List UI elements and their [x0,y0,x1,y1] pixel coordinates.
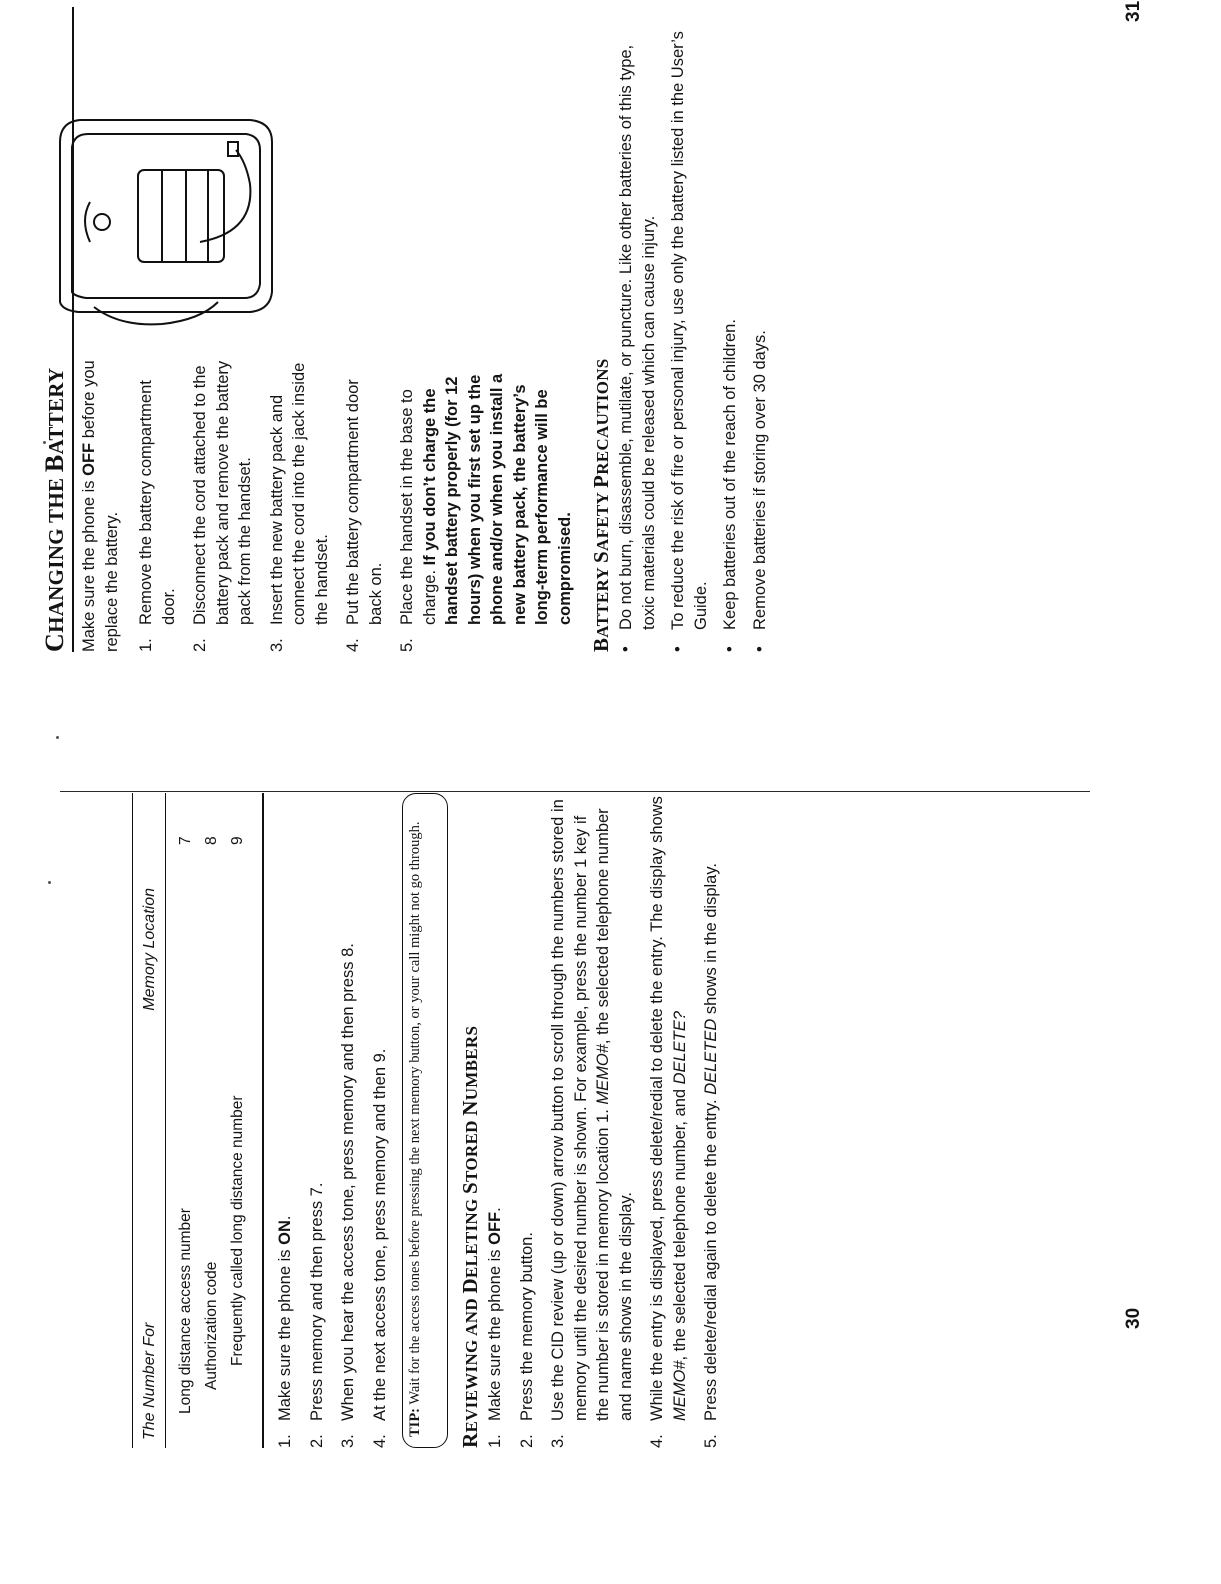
step-text: Press memory and then press 7. [307,1182,326,1421]
tip-box [402,793,448,1448]
step-number: 3. [267,638,286,652]
bullet-glyph: • [669,646,687,652]
precaution-text: Keep batteries out of the reach of children. [721,319,739,630]
step-text: At the next access tone, press memory and then 9. [370,1048,389,1421]
intro-pre: Make sure the phone is [80,475,98,652]
step-number: 2. [191,638,209,652]
step-number: 5. [702,1434,720,1448]
step-text: Disconnect the cord attached to the battery pack and remove the battery pack from the handset. [191,360,254,625]
battery-steps-list [135,352,585,652]
step-number: 4. [344,638,362,652]
step-number: 4. [370,1434,389,1448]
heading-part: B [589,637,613,652]
list-item [667,7,712,652]
heading-part: P [589,474,613,488]
table-body [166,793,262,1448]
list-item [274,793,297,1448]
page-number-31: 31 [1123,0,1144,22]
row-location: 9 [229,836,246,845]
precaution-text: Remove batteries if storing over 30 days. [750,330,769,630]
bullet-glyph: • [617,646,635,652]
heading-part: TORED [462,1115,481,1182]
list-item [266,352,334,652]
step-text: Press the memory button. [517,1232,536,1421]
heading-part: ATTERY [593,562,612,638]
table-row [226,793,252,1448]
step-text: Place the handset in the base to charge. If you don’t charge the handset battery properly (for 12 hours) when you first set up the phone and/or when you install a new battery pack, the battery’s long-term performance will be compromised. [398,373,574,625]
intro-text [78,352,123,652]
list-item [749,7,772,652]
intro-post: before you replace the battery. [80,360,121,652]
list-item [396,352,576,652]
precautions-list [615,7,778,652]
heading-part: C [40,632,69,652]
step-number: 4. [648,1434,666,1448]
heading-part: HANGING THE [44,472,68,633]
tip-label: TIP: [407,1408,423,1437]
table-row [174,793,200,1448]
intro-bold: OFF [80,442,98,476]
list-item [369,793,392,1448]
step-text: Make sure the phone is ON. [276,1215,294,1421]
list-item [306,793,329,1448]
list-item [484,793,507,1448]
heading-part: B [40,454,69,473]
list-item [135,352,180,652]
list-item [700,793,723,1448]
step-text: Remove the battery compartment door. [137,380,178,625]
step-text: Insert the new battery pack and connect the cord into the jack inside the handset. [267,362,331,625]
step-text: When you hear the access tone, press memory and then press 8. [339,943,357,1421]
handset-battery-compartment-illustration [50,107,280,332]
precaution-text: Do not burn, disassemble, mutilate, or puncture. Like other batteries of this type, toxic materials could be released which can cause injury. [617,44,658,630]
list-item [646,793,691,1448]
step-number: 2. [517,1434,536,1448]
header-number-for: The Number For [141,1322,158,1440]
row-name: Frequently called long distance number [229,1095,246,1366]
heading-part: ELETING [462,1193,481,1279]
row-location: 8 [203,836,220,845]
table-header [133,793,166,1448]
table-row [200,793,226,1448]
access-steps-list [274,793,400,1448]
step-number: 2. [307,1434,326,1448]
memory-location-table [132,793,264,1448]
section-heading-reviewing [458,1026,483,1448]
row-name: Long distance access number [177,1208,194,1414]
tip-text: Wait for the access tones before pressing the next memory button, or your call might not go through. [407,821,423,1408]
step-text: Put the battery compartment door back on. [344,379,385,625]
header-memory-location: Memory Location [141,888,158,1011]
page-30 [0,792,1221,1584]
heading-part: RECAUTIONS [593,358,612,475]
heading-part: N [458,1100,482,1116]
heading-part: ATTERY [44,367,68,455]
step-number: 3. [549,1434,567,1448]
list-item [547,793,637,1448]
page-number-30: 30 [1123,1307,1144,1329]
step-number: 3. [339,1434,357,1448]
list-item [615,7,660,652]
heading-part: EVIEWING AND [462,1293,481,1433]
row-name: Authorization code [203,1261,220,1390]
heading-part: S [589,550,613,563]
bullet-glyph: • [750,646,769,652]
heading-part: UMBERS [462,1025,481,1101]
step-number: 1. [276,1434,294,1448]
section-heading-precautions [589,358,614,652]
heading-part: D [458,1278,482,1294]
step-number: 1. [486,1434,504,1448]
heading-part: R [458,1432,482,1448]
list-item [337,793,360,1448]
step-text: While the entry is displayed, press delete/redial to delete the entry. The display shows MEMO#, the selected telephone number, and DELETE? [648,796,689,1421]
step-text: Use the CID review (up or down) arrow button to scroll through the numbers stored in memory until the desired number is shown. For example, press the number 1 key if the number is stored in memory location 1. MEMO#, the selected telephone number and name shows in the display. [549,799,635,1421]
step-number: 1. [137,638,155,652]
list-item [189,352,257,652]
heading-part: S [458,1181,482,1194]
list-item [719,7,742,652]
scan-speck [48,881,51,884]
list-item [516,793,539,1448]
step-number: 5. [398,638,416,652]
list-item [342,352,387,652]
review-steps-list [484,793,732,1448]
heading-part: AFETY [593,487,612,551]
row-location: 7 [177,836,194,845]
precaution-text: To reduce the risk of fire or personal injury, use only the battery listed in the User’s Guide. [669,31,710,630]
step-text: Press delete/redial again to delete the entry. DELETED shows in the display. [702,863,720,1421]
bullet-glyph: • [721,646,739,652]
step-text: Make sure the phone is OFF. [486,1207,504,1421]
